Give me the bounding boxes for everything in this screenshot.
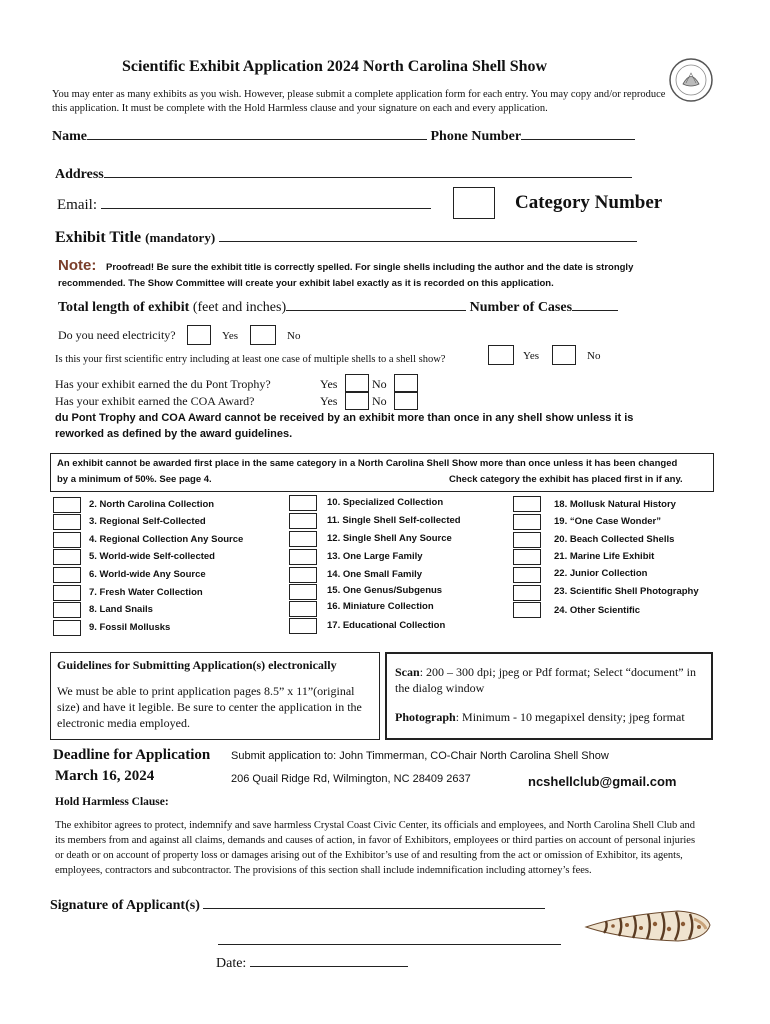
- electricity-yes-label: Yes: [222, 330, 239, 342]
- name-row: [52, 129, 635, 145]
- category-15-label: 15. One Genus/Subgenus: [327, 585, 443, 596]
- guidelines-heading: Guidelines for Submitting Application(s) electronically: [57, 658, 337, 672]
- category-7-checkbox[interactable]: [53, 585, 81, 601]
- category-24-label: 24. Other Scientific: [554, 605, 641, 616]
- category-4-checkbox[interactable]: [53, 532, 81, 548]
- category-15-checkbox[interactable]: [289, 584, 317, 600]
- total-length-field[interactable]: [286, 310, 466, 311]
- category-number-label: Category Number: [515, 192, 663, 213]
- category-8-checkbox[interactable]: [53, 602, 81, 618]
- scan-text: : 200 – 300 dpi; jpeg or Pdf format; Select “document” in the dialog window: [395, 665, 696, 695]
- category-20-label: 20. Beach Collected Shells: [554, 534, 675, 545]
- category-rule-line1: An exhibit cannot be awarded first place in the same category in a North Carolina Shell Show more than once unless it has been changed: [57, 458, 678, 469]
- category-10-label: 10. Specialized Collection: [327, 497, 444, 508]
- deadline-date: March 16, 2024: [55, 768, 155, 784]
- category-7-label: 7. Fresh Water Collection: [89, 587, 203, 598]
- date-field[interactable]: [250, 966, 408, 967]
- dupont-yes-checkbox[interactable]: [345, 374, 369, 392]
- electricity-yes-checkbox[interactable]: [187, 325, 211, 345]
- hold-harmless-text: The exhibitor agrees to protect, indemnify and save harmless Crystal Coast Civic Center, its officials and employees, and North Carolina Shell Club and its members from and against all claims, demands and causes of action, in favor of Exhibitors, employees or third parties on account of personal injuries or death or on account of property loss or damages arising out of the Exhibitor’s use of and resulting from the act or omission of Exhibitor, its agents, employees, contractors and subcontractor. The provisions of this section shall include indemnification including attorney’s fees.: [55, 820, 696, 876]
- signature-row: [50, 898, 545, 914]
- category-18-checkbox[interactable]: [513, 496, 541, 512]
- address-field[interactable]: [104, 177, 632, 178]
- exhibit-title-row: [55, 229, 637, 247]
- dupont-yes-label: Yes: [320, 377, 338, 391]
- electricity-question: Do you need electricity?: [58, 328, 176, 342]
- number-cases-label: Number of Cases: [469, 300, 573, 315]
- first-entry-no-label: No: [587, 350, 601, 362]
- photo-guideline: [395, 710, 711, 725]
- category-6-checkbox[interactable]: [53, 567, 81, 583]
- category-16-label: 16. Miniature Collection: [327, 601, 434, 612]
- category-23-checkbox[interactable]: [513, 585, 541, 601]
- category-3-label: 3. Regional Self-Collected: [89, 516, 206, 527]
- category-13-checkbox[interactable]: [289, 549, 317, 565]
- email-field[interactable]: [101, 208, 431, 209]
- category-10-checkbox[interactable]: [289, 495, 317, 511]
- first-entry-no-checkbox[interactable]: [552, 345, 576, 365]
- category-13-label: 13. One Large Family: [327, 551, 423, 562]
- signature-field-1[interactable]: [203, 908, 545, 909]
- name-label: Name: [52, 129, 87, 144]
- shell-club-seal-icon: [668, 57, 714, 103]
- page-title: Scientific Exhibit Application 2024 North Carolina Shell Show: [122, 58, 548, 75]
- address-row: [55, 167, 632, 183]
- total-length-label: Total length of exhibit: [58, 300, 190, 315]
- phone-label: Phone Number: [430, 129, 522, 144]
- hold-harmless-heading: Hold Harmless Clause:: [55, 796, 169, 808]
- coa-yes-label: Yes: [320, 394, 338, 408]
- award-rule-text: du Pont Trophy and COA Award cannot be received by an exhibit more than once in any shell show unless it is reworked as defined by the award guidelines.: [55, 412, 634, 440]
- submit-to-text: Submit application to: John Timmerman, CO-Chair North Carolina Shell Show: [231, 750, 609, 762]
- category-12-label: 12. Single Shell Any Source: [327, 533, 452, 544]
- length-row: [58, 300, 618, 316]
- submit-address: 206 Quail Ridge Rd, Wilmington, NC 28409 2637: [231, 773, 471, 785]
- intro-text: You may enter as many exhibits as you wish. However, please submit a complete application form for each entry. You may copy and/or reproduce this application. It must be complete with the Hold Harmless clause and your signature on each and every application.: [52, 89, 666, 114]
- note-label: Note:: [58, 257, 97, 274]
- submit-email[interactable]: ncshellclub@gmail.com: [528, 774, 677, 789]
- date-label: Date:: [216, 956, 247, 971]
- exhibit-title-label: Exhibit Title: [55, 229, 142, 246]
- exhibit-title-field[interactable]: [219, 241, 637, 242]
- photo-label: Photograph: [395, 710, 456, 724]
- email-row: [57, 197, 431, 214]
- dupont-no-checkbox[interactable]: [394, 374, 418, 392]
- category-rule-line2-left: by a minimum of 50%. See page 4.: [57, 474, 212, 485]
- exhibit-title-mandatory: (mandatory): [145, 230, 216, 245]
- first-entry-question: Is this your first scientific entry including at least one case of multiple shells to a shell show?: [55, 354, 446, 365]
- category-19-checkbox[interactable]: [513, 514, 541, 530]
- scan-guideline: [395, 664, 705, 696]
- category-11-checkbox[interactable]: [289, 513, 317, 529]
- guidelines-right-box: [385, 652, 713, 740]
- signature-label: Signature of Applicant(s): [50, 898, 200, 913]
- coa-no-label: No: [372, 394, 387, 408]
- note-text: Proofread! Be sure the exhibit title is correctly spelled. For single shells including the author and the date is strongly recommended. The Show Committee will create your exhibit label exactly as it is recorded on this application.: [58, 262, 634, 289]
- photo-text: : Minimum - 10 megapixel density; jpeg format: [455, 710, 685, 724]
- electricity-no-checkbox[interactable]: [250, 325, 276, 345]
- category-number-box[interactable]: [453, 187, 495, 219]
- category-21-checkbox[interactable]: [513, 549, 541, 565]
- category-8-label: 8. Land Snails: [89, 604, 153, 615]
- category-5-checkbox[interactable]: [53, 549, 81, 565]
- category-24-checkbox[interactable]: [513, 602, 541, 618]
- total-length-units: (feet and inches): [192, 300, 287, 315]
- coa-question: Has your exhibit earned the COA Award?: [55, 394, 255, 408]
- category-2-label: 2. North Carolina Collection: [89, 499, 215, 510]
- category-rule-box: [50, 453, 714, 492]
- address-label: Address: [55, 167, 104, 182]
- category-12-checkbox[interactable]: [289, 531, 317, 547]
- category-17-checkbox[interactable]: [289, 618, 317, 634]
- deadline-label: Deadline for Application: [53, 747, 211, 763]
- category-2-checkbox[interactable]: [53, 497, 81, 513]
- category-20-checkbox[interactable]: [513, 532, 541, 548]
- phone-field[interactable]: [521, 139, 635, 140]
- category-23-label: 23. Scientific Shell Photography: [554, 586, 699, 597]
- category-14-label: 14. One Small Family: [327, 569, 423, 580]
- coa-no-checkbox[interactable]: [394, 392, 418, 410]
- dupont-question: Has your exhibit earned the du Pont Trophy?: [55, 377, 271, 391]
- signature-field-2[interactable]: [218, 944, 561, 945]
- category-22-label: 22. Junior Collection: [554, 568, 648, 579]
- category-4-label: 4. Regional Collection Any Source: [89, 534, 244, 545]
- scan-label: Scan: [395, 665, 420, 679]
- category-6-label: 6. World-wide Any Source: [89, 569, 206, 580]
- first-entry-yes-checkbox[interactable]: [488, 345, 514, 365]
- category-17-label: 17. Educational Collection: [327, 620, 446, 631]
- date-row: [216, 956, 408, 972]
- category-16-checkbox[interactable]: [289, 601, 317, 617]
- guidelines-left-text: We must be able to print application pages 8.5” x 11”(original size) and have it legible. Be sure to center the application in the electronic media employed.: [57, 684, 362, 730]
- name-field[interactable]: [87, 139, 427, 140]
- guidelines-left-box: [50, 652, 380, 740]
- dupont-no-label: No: [372, 377, 387, 391]
- shell-illustration-icon: [582, 905, 714, 947]
- category-14-checkbox[interactable]: [289, 567, 317, 583]
- category-rule-line2-right: Check category the exhibit has placed first in if any.: [449, 474, 683, 485]
- category-21-label: 21. Marine Life Exhibit: [554, 551, 655, 562]
- category-9-checkbox[interactable]: [53, 620, 81, 636]
- email-label: Email:: [57, 197, 97, 213]
- category-11-label: 11. Single Shell Self-collected: [327, 515, 461, 526]
- category-19-label: 19. “One Case Wonder”: [554, 516, 661, 527]
- number-cases-field[interactable]: [572, 310, 618, 311]
- coa-yes-checkbox[interactable]: [345, 392, 369, 410]
- category-5-label: 5. World-wide Self-collected: [89, 551, 215, 562]
- category-22-checkbox[interactable]: [513, 567, 541, 583]
- category-18-label: 18. Mollusk Natural History: [554, 499, 676, 510]
- electricity-no-label: No: [287, 330, 301, 342]
- category-9-label: 9. Fossil Mollusks: [89, 622, 171, 633]
- first-entry-yes-label: Yes: [523, 350, 540, 362]
- category-3-checkbox[interactable]: [53, 514, 81, 530]
